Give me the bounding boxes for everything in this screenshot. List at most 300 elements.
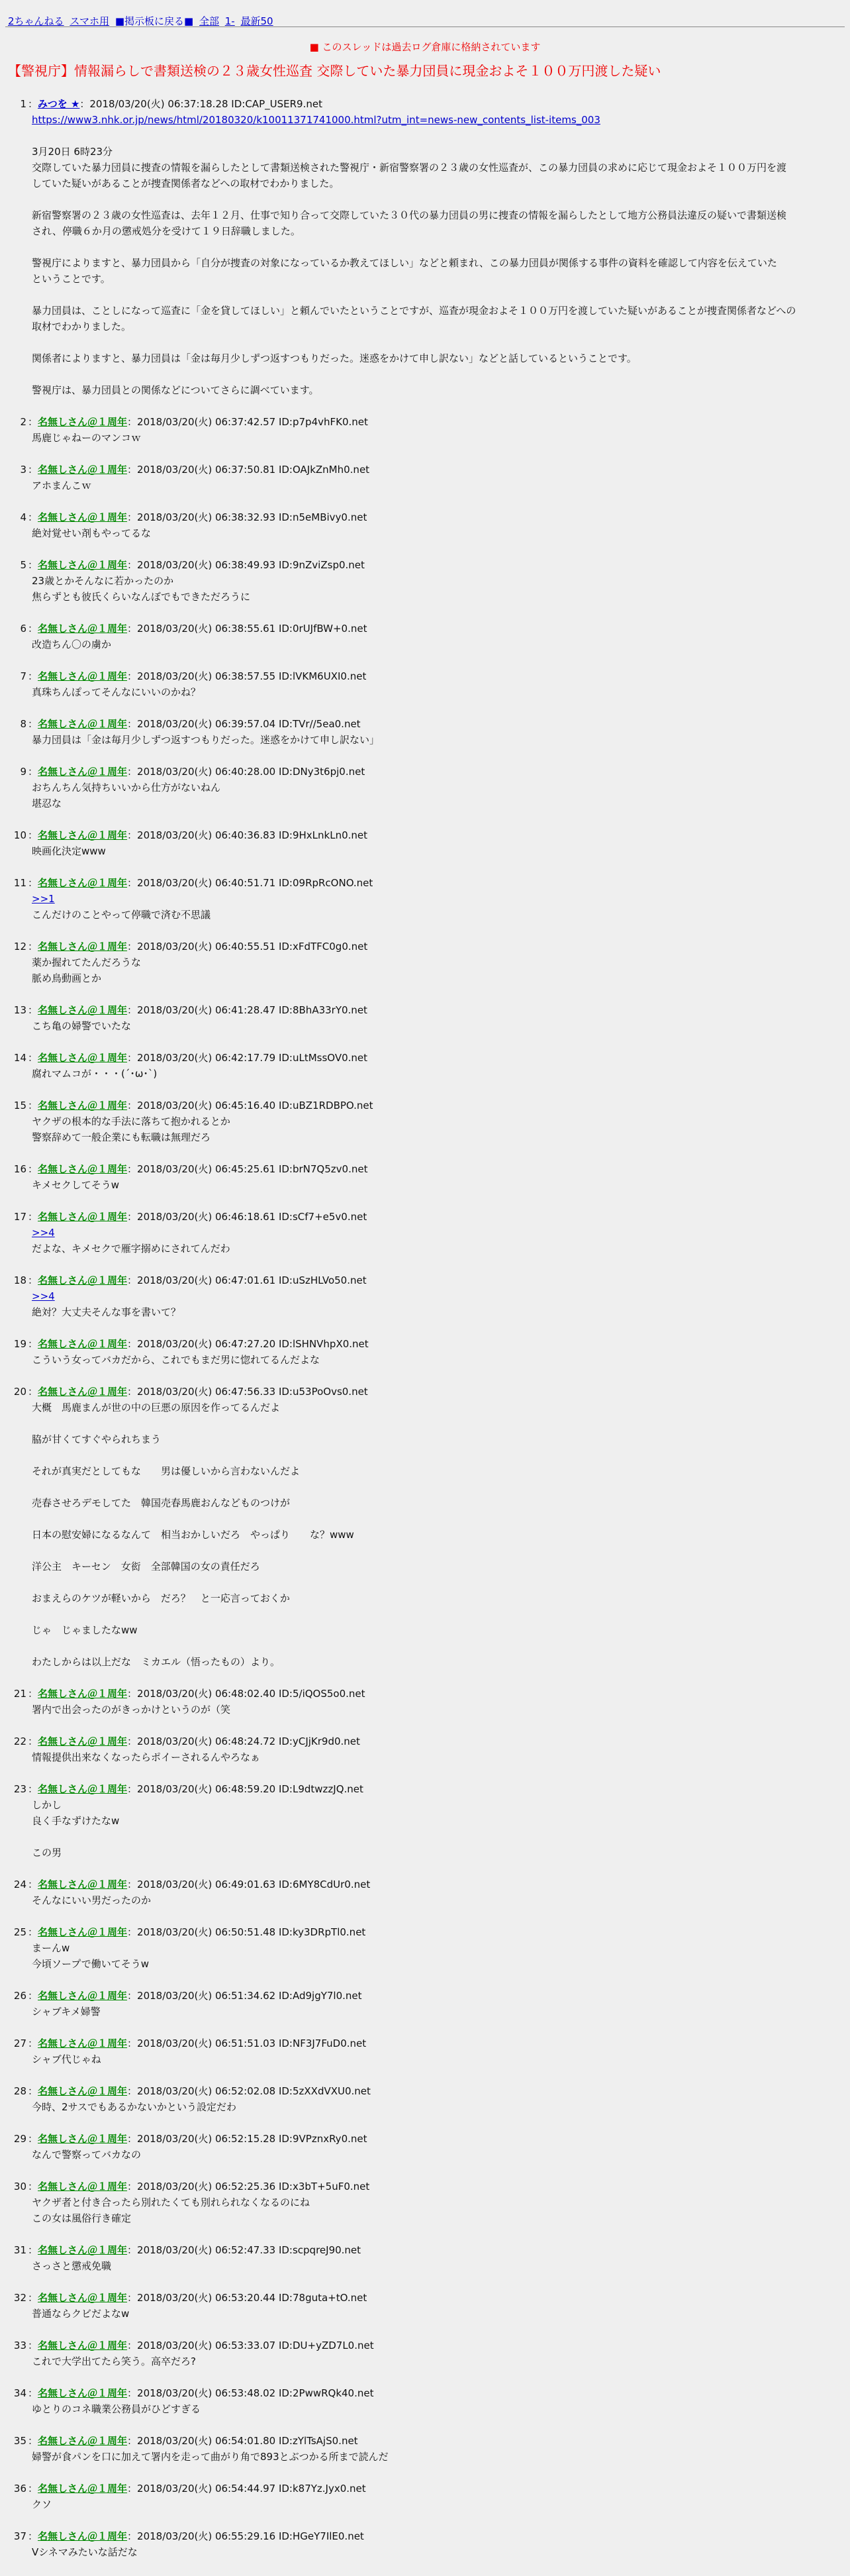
post-author-name[interactable]: 名無しさん＠１周年 xyxy=(38,1386,128,1398)
post-author-name[interactable]: 名無しさん＠１周年 xyxy=(38,559,128,571)
post-body xyxy=(8,1113,842,1145)
post-header xyxy=(8,1924,842,1940)
post-text-line: ヤクザの根本的な手法に落ちて抱かれるとか xyxy=(32,1115,230,1127)
post-author-name[interactable]: 名無しさん＠１周年 xyxy=(38,1735,128,1747)
nav-link-latest50[interactable]: 最新50 xyxy=(240,15,273,27)
post-header xyxy=(8,1098,842,1113)
post-spacer xyxy=(8,859,842,875)
post-date-id: ：2018/03/20(火) 06:37:50.81 ID:OAJkZnMh0.net xyxy=(127,464,370,476)
post xyxy=(0,875,850,939)
post-number[interactable]: 31 xyxy=(13,2244,26,2256)
post-spacer xyxy=(8,2115,842,2131)
post-date-id: ：2018/03/20(火) 06:53:48.02 ID:2PwwRQk40.net xyxy=(127,2387,374,2399)
post-text-line: ヤクザ者と付き合ったら別れたくても別れられなくなるのにね xyxy=(32,2196,310,2208)
post xyxy=(0,557,850,621)
post-spacer xyxy=(8,398,842,414)
post-author-name[interactable]: 名無しさん＠１周年 xyxy=(38,2435,128,2447)
post-spacer xyxy=(8,2067,842,2083)
post-author-name[interactable]: 名無しさん＠１周年 xyxy=(38,1338,128,1350)
nav-link-smartphone[interactable]: スマホ用 xyxy=(70,15,110,27)
post-number-separator: ： xyxy=(28,877,38,889)
post-number[interactable]: 23 xyxy=(13,1783,26,1795)
post-text-line xyxy=(32,1638,842,1654)
post-spacer xyxy=(8,493,842,509)
post-spacer xyxy=(8,2322,842,2338)
post-header xyxy=(8,2131,842,2147)
post-text-line xyxy=(32,1574,842,1590)
post-text-line: こんだけのことやって停職で済む不思議 xyxy=(32,909,211,921)
post-body xyxy=(8,684,842,700)
post-spacer xyxy=(8,2274,842,2290)
post-header xyxy=(8,621,842,637)
post-date-id: ：2018/03/20(火) 06:45:25.61 ID:brN7Q5zv0.net xyxy=(127,1163,368,1175)
post-number-separator: ： xyxy=(28,1735,38,1747)
post-spacer xyxy=(8,1193,842,1209)
post xyxy=(0,2481,850,2528)
post-header xyxy=(8,875,842,891)
post-number[interactable]: 4 xyxy=(20,511,26,523)
post-spacer xyxy=(8,2226,842,2242)
post xyxy=(0,462,850,509)
post-text-line: キメセクしてそうw xyxy=(32,1179,119,1191)
post-header xyxy=(8,2179,842,2194)
post-author-name[interactable]: 名無しさん＠１周年 xyxy=(38,1004,128,1016)
post-number[interactable]: 26 xyxy=(13,1990,26,2002)
post-date-id: ：2018/03/20(火) 06:55:29.16 ID:HGeY7IlE0.net xyxy=(127,2530,364,2542)
post-date-id: ：2018/03/20(火) 06:40:51.71 ID:09RpRcONO.net xyxy=(127,877,373,889)
post-date-id: ：2018/03/20(火) 06:51:34.62 ID:Ad9jgY7l0.net xyxy=(127,1990,362,2002)
post-number-separator: ： xyxy=(28,2387,38,2399)
post xyxy=(0,2035,850,2083)
post-number-separator: ： xyxy=(28,1163,38,1175)
post-author-name[interactable]: 名無しさん＠１周年 xyxy=(38,1163,128,1175)
post-list xyxy=(0,96,850,2576)
post-text-line: シャブ代じゃね xyxy=(32,2053,101,2065)
nav-link-back-to-board[interactable]: ■掲示板に戻る■ xyxy=(115,15,194,27)
post-number[interactable]: 20 xyxy=(13,1386,26,1398)
post-header xyxy=(8,1988,842,2004)
post-number-separator: ： xyxy=(28,1386,38,1398)
post-text-line: 警視庁によりますと、暴力団員から「自分が捜査の対象になっているか教えてほしい」などと頼まれ、この暴力団員が関係する事件の資料を確認して内容を伝えていた xyxy=(32,257,777,269)
post xyxy=(0,1161,850,1209)
post-text-line: 情報提供出来なくなったらポイーされるんやろなぁ xyxy=(32,1751,261,1763)
post-number[interactable]: 15 xyxy=(13,1100,26,1111)
post xyxy=(0,939,850,1002)
post-number[interactable]: 27 xyxy=(13,2037,26,2049)
post-body xyxy=(8,2194,842,2226)
post-spacer xyxy=(8,700,842,716)
post-author-name[interactable]: 名無しさん＠１周年 xyxy=(38,511,128,523)
post-date-id: ：2018/03/20(火) 06:40:36.83 ID:9HxLnkLn0.net xyxy=(127,829,368,841)
post-header xyxy=(8,509,842,525)
post-body xyxy=(8,2004,842,2020)
post-header xyxy=(8,2290,842,2306)
post-header xyxy=(8,2035,842,2051)
post-number-separator: ： xyxy=(28,941,38,953)
post-number-separator: ： xyxy=(28,511,38,523)
post-date-id: ：2018/03/20(火) 06:53:20.44 ID:78guta+tO.net xyxy=(127,2292,367,2304)
post-number[interactable]: 22 xyxy=(13,1735,26,1747)
post xyxy=(0,1877,850,1924)
post-text-line: 馬鹿じゃねーのマンコｗ xyxy=(32,432,142,444)
post-text-line: だよな、キメセクで雁字搦めにされてんだわ xyxy=(32,1243,230,1255)
post xyxy=(0,827,850,875)
post-number[interactable]: 18 xyxy=(13,1274,26,1286)
post-number[interactable]: 8 xyxy=(20,718,26,730)
post-header xyxy=(8,2433,842,2449)
post-number[interactable]: 30 xyxy=(13,2181,26,2192)
post-date-id: ：2018/03/20(火) 06:39:57.04 ID:TVr//5ea0.net xyxy=(127,718,361,730)
post-author-name[interactable]: 名無しさん＠１周年 xyxy=(38,2387,128,2399)
post-number-separator: ： xyxy=(28,416,38,428)
post-number[interactable]: 25 xyxy=(13,1926,26,1938)
post-header xyxy=(8,1209,842,1225)
post-text-line: シャブキメ婦警 xyxy=(32,2006,101,2018)
post-header xyxy=(8,716,842,732)
post-body xyxy=(8,430,842,446)
post-number[interactable]: 2 xyxy=(20,416,26,428)
post xyxy=(0,1209,850,1272)
post-text-line xyxy=(32,1606,842,1622)
post-text-line: そんなにいい男だったのか xyxy=(32,1894,152,1906)
post-body xyxy=(8,1702,842,1718)
post-body xyxy=(8,1018,842,1034)
post xyxy=(0,1384,850,1686)
nav-link-2ch[interactable]: 2ちゃんねる xyxy=(8,15,64,27)
post-number[interactable]: 1 xyxy=(20,98,26,110)
post-number-separator: ： xyxy=(28,2483,38,2495)
post-text-line: 新宿警察署の２３歳の女性巡査は、去年１２月、仕事で知り合って交際していた３０代の暴力団員の男に捜査の情報を漏らしたとして地方公務員法違反の疑いで書類送検 xyxy=(32,209,787,221)
post-body xyxy=(8,954,842,986)
post-header xyxy=(8,1686,842,1702)
post-header xyxy=(8,1272,842,1288)
post-date-id: ：2018/03/20(火) 06:38:55.61 ID:0rUJfBW+0.net xyxy=(127,623,367,635)
post xyxy=(0,2131,850,2179)
post-date-id: ：2018/03/20(火) 06:40:55.51 ID:xFdTFC0g0.net xyxy=(127,941,368,953)
post-spacer xyxy=(8,1765,842,1781)
post-number[interactable]: 36 xyxy=(13,2483,26,2495)
post-author-name[interactable]: 名無しさん＠１周年 xyxy=(38,829,128,841)
post-text-line: 脈め鳥動画とか xyxy=(32,972,102,984)
post-text-line: 絶対？大丈夫そんな事を書いて？ xyxy=(32,1306,181,1318)
post-text-line xyxy=(32,1447,842,1463)
post-text-line: まーんw xyxy=(32,1942,70,1954)
post-number[interactable]: 11 xyxy=(13,877,26,889)
post xyxy=(0,2433,850,2481)
archive-notice: ■ このスレッドは過去ログ倉庫に格納されています xyxy=(309,41,541,53)
post-body xyxy=(8,780,842,811)
post-author-name[interactable]: 名無しさん＠１周年 xyxy=(38,2244,128,2256)
post-number-separator: ： xyxy=(28,2037,38,2049)
post-text-line: おまえらのケツが軽いから だろ？ と一応言っておくか xyxy=(32,1592,290,1604)
post-body xyxy=(8,1797,842,1861)
post-text-line: 取材でわかりました。 xyxy=(32,321,132,333)
post-text-line: ゆとりのコネ職業公務員がひどすぎる xyxy=(32,2403,201,2415)
post-number-separator: ： xyxy=(28,559,38,571)
post-number-separator: ： xyxy=(28,1004,38,1016)
post xyxy=(0,1924,850,1988)
post-number-separator: ： xyxy=(28,2530,38,2542)
post-date-id: ：2018/03/20(火) 06:52:25.36 ID:x3bT+5uF0.net xyxy=(127,2181,370,2192)
post-number-separator: ： xyxy=(28,623,38,635)
post-number-separator: ： xyxy=(28,2244,38,2256)
post-author-name[interactable]: 名無しさん＠１周年 xyxy=(38,2133,128,2145)
post-author-name[interactable]: 名無しさん＠１周年 xyxy=(38,2037,128,2049)
post-author-name[interactable]: 名無しさん＠１周年 xyxy=(38,1926,128,1938)
post-date-id: ：2018/03/20(火) 06:54:44.97 ID:k87Yz.Jyx0.net xyxy=(127,2483,366,2495)
post-text-line: Vシネマみたいな話だな xyxy=(32,2546,138,2558)
post-date-id: ：2018/03/20(火) 06:52:47.33 ID:scpqreJ90.net xyxy=(127,2244,361,2256)
post-number[interactable]: 13 xyxy=(13,1004,26,1016)
post-header xyxy=(8,1877,842,1892)
post-body xyxy=(8,1352,842,1368)
post-text-line: 暴力団員は、ことしになって巡査に「金を貸してほしい」と頼んでいたということですが、巡査が現金およそ１００万円を渡していた疑いがあることが捜査関係者などへの xyxy=(32,305,796,317)
post-body xyxy=(8,1940,842,1972)
post-header xyxy=(8,1336,842,1352)
post-header xyxy=(8,96,842,112)
post-text-line: 腐れマムコが・・・(´･ω･`) xyxy=(32,1068,158,1080)
post-number[interactable]: 21 xyxy=(13,1688,26,1700)
post-number-separator: ： xyxy=(28,766,38,778)
post-date-id: ：2018/03/20(火) 06:46:18.61 ID:sCf7+e5v0.net xyxy=(127,1211,367,1223)
post-text-line xyxy=(32,239,842,255)
post-spacer xyxy=(8,1670,842,1686)
post-number-separator: ： xyxy=(28,1783,38,1795)
post-number-separator: ： xyxy=(28,1274,38,1286)
post xyxy=(0,668,850,716)
post-text-line: しかし xyxy=(32,1799,62,1811)
post-date-id: ：2018/03/20(火) 06:53:33.07 ID:DU+yZD7L0.net xyxy=(127,2340,374,2351)
post-spacer xyxy=(8,541,842,557)
post-body xyxy=(8,891,842,923)
post xyxy=(0,716,850,764)
post-author-name[interactable]: 名無しさん＠１周年 xyxy=(38,1783,128,1795)
post-author-name[interactable]: 名無しさん＠１周年 xyxy=(38,2483,128,2495)
post-text-line: ということです。 xyxy=(32,273,111,285)
post-text-line: こち亀の婦警でいたな xyxy=(32,1020,132,1032)
post-number-separator: ： xyxy=(28,2292,38,2304)
post-number[interactable]: 5 xyxy=(20,559,26,571)
post-number[interactable]: 3 xyxy=(20,464,26,476)
post-author-name[interactable]: 名無しさん＠１周年 xyxy=(38,1879,128,1890)
post-text-line: 今時、2サスでもあるかないかという設定だわ xyxy=(32,2101,236,2113)
post-number[interactable]: 35 xyxy=(13,2435,26,2447)
post-author-name[interactable]: 名無しさん＠１周年 xyxy=(38,464,128,476)
post xyxy=(0,2290,850,2338)
post xyxy=(0,1272,850,1336)
post-text-line: 今頃ソープで働いてそうw xyxy=(32,1958,149,1970)
post-header xyxy=(8,1733,842,1749)
post xyxy=(0,2242,850,2290)
post-body xyxy=(8,732,842,748)
post xyxy=(0,1002,850,1050)
post-text-line: 関係者によりますと、暴力団員は「金は毎月少しずつ返すつもりだった。迷惑をかけて申し訳ない」などと話しているということです。 xyxy=(32,352,637,364)
post-text-line xyxy=(32,128,842,144)
post-number[interactable]: 9 xyxy=(20,766,26,778)
post xyxy=(0,2179,850,2242)
post-spacer xyxy=(8,1972,842,1988)
post-text-line: 署内で出会ったのがきっかけというのが（笑 xyxy=(32,1704,231,1716)
post-number[interactable]: 19 xyxy=(13,1338,26,1350)
post-date-id: ：2018/03/20(火) 06:40:28.00 ID:DNy3t6pj0.net xyxy=(127,766,365,778)
post-author-name[interactable]: 名無しさん＠１周年 xyxy=(38,877,128,889)
post-number[interactable]: 16 xyxy=(13,1163,26,1175)
post-body xyxy=(8,637,842,652)
post-text-line: 絶対覚せい剤もやってるな xyxy=(32,527,152,539)
post-link[interactable]: >>4 xyxy=(32,1290,55,1302)
post-text-line: 普通ならクビだよなw xyxy=(32,2308,130,2320)
post-header xyxy=(8,557,842,573)
post-number-separator: ： xyxy=(28,2435,38,2447)
post-date-id: ：2018/03/20(火) 06:37:42.57 ID:p7p4vhFK0.net xyxy=(127,416,368,428)
post-spacer xyxy=(8,446,842,462)
post-text-line: 洋公主 キーセン 女衒 全部韓国の女の責任だろ xyxy=(32,1561,260,1572)
post-text-line: 交際していた暴力団員に捜査の情報を漏らしたとして書類送検された警視庁・新宿警察署の２３歳の女性巡査が、この暴力団員の求めに応じて現金およそ１００万円を渡 xyxy=(32,162,787,174)
post-text-line: 23歳とかそんなに若かったのか xyxy=(32,575,174,587)
post-author-name[interactable]: 名無しさん＠１周年 xyxy=(38,766,128,778)
post-text-line: 警視庁は、暴力団員との関係などについてさらに調べています。 xyxy=(32,384,319,396)
post-author-name[interactable]: 名無しさん＠１周年 xyxy=(38,941,128,953)
post-spacer xyxy=(8,652,842,668)
post-text-line: この女は風俗行き確定 xyxy=(32,2212,132,2224)
post-author-name[interactable]: 名無しさん＠１周年 xyxy=(38,623,128,635)
post-number-separator: ： xyxy=(28,1052,38,1064)
post-text-line: 売春させろデモしてた 韓国売春馬鹿おんなどものつけが xyxy=(32,1497,291,1509)
post-text-line: これで大学出てたら笑う。高卒だろ? xyxy=(32,2355,196,2367)
post-author-name[interactable]: 名無しさん＠１周年 xyxy=(38,2181,128,2192)
post-header xyxy=(8,414,842,430)
post-number[interactable]: 14 xyxy=(13,1052,26,1064)
post-number[interactable]: 32 xyxy=(13,2292,26,2304)
post xyxy=(0,2083,850,2131)
post-header xyxy=(8,1384,842,1400)
post-number-separator: ： xyxy=(28,2085,38,2097)
post-number-separator: ： xyxy=(28,1211,38,1223)
post-author-name[interactable]: 名無しさん＠１周年 xyxy=(38,1274,128,1286)
post-author-name[interactable]: 名無しさん＠１周年 xyxy=(38,2085,128,2097)
post-link[interactable]: >>4 xyxy=(32,1227,55,1239)
post-number-separator: ： xyxy=(28,1926,38,1938)
post-author-name[interactable]: 名無しさん＠１周年 xyxy=(38,1052,128,1064)
post xyxy=(0,509,850,557)
post-number-separator: ： xyxy=(28,1879,38,1890)
post-author-name[interactable]: 名無しさん＠１周年 xyxy=(38,2340,128,2351)
post-text-line: さっさと懲戒免職 xyxy=(32,2260,112,2272)
post-number[interactable]: 33 xyxy=(13,2340,26,2351)
post-number-separator: ： xyxy=(28,2133,38,2145)
post-number[interactable]: 37 xyxy=(13,2530,26,2542)
post-number-separator: ： xyxy=(28,670,38,682)
post xyxy=(0,2338,850,2385)
post-link[interactable]: https://www3.nhk.or.jp/news/html/20180320/k10011371741000.html?utm_int=news-new_contents_list-items_003 xyxy=(32,114,600,126)
post-author-name[interactable]: 名無しさん＠１周年 xyxy=(38,670,128,682)
post-header xyxy=(8,1781,842,1797)
post-number[interactable]: 28 xyxy=(13,2085,26,2097)
post-number-separator: ： xyxy=(28,718,38,730)
post-author-name[interactable]: 名無しさん＠１周年 xyxy=(38,1688,128,1700)
post-body xyxy=(8,2258,842,2274)
nav-link-first[interactable]: 1- xyxy=(224,15,235,27)
post-text-line: 3月20日 6時23分 xyxy=(32,146,113,158)
post-number[interactable]: 6 xyxy=(20,623,26,635)
post-body xyxy=(8,1749,842,1765)
post xyxy=(0,2385,850,2433)
post-date-id: ：2018/03/20(火) 06:38:57.55 ID:lVKM6UXI0.net xyxy=(127,670,367,682)
post-body xyxy=(8,843,842,859)
post-number[interactable]: 12 xyxy=(13,941,26,953)
post-text-line xyxy=(32,335,842,350)
post xyxy=(0,2528,850,2576)
post-author-name[interactable]: 名無しさん＠１周年 xyxy=(38,718,128,730)
post-date-id: ：2018/03/20(火) 06:48:59.20 ID:L9dtwzzJQ.net xyxy=(127,1783,363,1795)
post-body xyxy=(8,2147,842,2163)
post-text-line: していた疑いがあることが捜査関係者などへの取材でわかりました。 xyxy=(32,178,340,189)
post-header xyxy=(8,2338,842,2353)
post-date-id: ：2018/03/20(火) 06:42:17.79 ID:uLtMssOV0.net xyxy=(127,1052,368,1064)
post-body xyxy=(8,2099,842,2115)
post-header xyxy=(8,764,842,780)
post-text-line xyxy=(32,1829,842,1845)
post-spacer xyxy=(8,748,842,764)
post-body xyxy=(8,478,842,493)
post-text-line: 警察辞めて一般企業にも転職は無理だろ xyxy=(32,1131,211,1143)
post-author-name[interactable]: 名無しさん＠１周年 xyxy=(38,2292,128,2304)
post-text-line: わたしからは以上だな ミカエル（悟ったもの）より。 xyxy=(32,1656,281,1668)
post-date-id: ：2018/03/20(火) 06:50:51.48 ID:ky3DRpTl0.net xyxy=(127,1926,366,1938)
post-number[interactable]: 7 xyxy=(20,670,26,682)
post-text-line: おちんちん気持ちいいから仕方がないねん xyxy=(32,782,221,794)
post-body xyxy=(8,2401,842,2417)
post-number-separator: ： xyxy=(28,2340,38,2351)
post-date-id: ：2018/03/20(火) 06:47:01.61 ID:uSzHLVo50.net xyxy=(127,1274,367,1286)
post-text-line: 婦警が食パンを口に加えて署内を走って曲がり角で893とぶつかる所まで読んだ xyxy=(32,2451,389,2463)
post-text-line xyxy=(32,1511,842,1527)
post-number[interactable]: 29 xyxy=(13,2133,26,2145)
post-author-name[interactable]: 名無しさん＠１周年 xyxy=(38,1100,128,1111)
post-text-line: じゃ じゃましたなww xyxy=(32,1624,138,1636)
post-number[interactable]: 17 xyxy=(13,1211,26,1223)
post-author-name[interactable]: 名無しさん＠１周年 xyxy=(38,1990,128,2002)
post-text-line: 暴力団員は「金は毎月少しずつ返すつもりだった。迷惑をかけて申し訳ない」 xyxy=(32,734,380,746)
post-date-id: ：2018/03/20(火) 06:47:27.20 ID:lSHNVhpX0.net xyxy=(127,1338,369,1350)
post-number[interactable]: 34 xyxy=(13,2387,26,2399)
post-text-line: され、停職６か月の懲戒処分を受けて１９日辞職しました。 xyxy=(32,225,301,237)
post-body xyxy=(8,1066,842,1082)
post-spacer xyxy=(8,1257,842,1272)
post-header xyxy=(8,462,842,478)
post-number[interactable]: 10 xyxy=(13,829,26,841)
post-header xyxy=(8,827,842,843)
post-spacer xyxy=(8,2465,842,2481)
post-author-name[interactable]: 名無しさん＠１周年 xyxy=(38,1211,128,1223)
post-header xyxy=(8,1161,842,1177)
post-body xyxy=(8,2051,842,2067)
post-text-line xyxy=(32,1479,842,1495)
post-number[interactable]: 24 xyxy=(13,1879,26,1890)
post-date-id: ：2018/03/20(火) 06:37:18.28 ID:CAP_USER9.net xyxy=(79,98,322,110)
post xyxy=(0,1686,850,1733)
post-author-name[interactable]: みつを ★ xyxy=(38,98,80,110)
post-author-name[interactable]: 名無しさん＠１周年 xyxy=(38,2530,128,2542)
post-link[interactable]: >>1 xyxy=(32,893,55,905)
post-spacer xyxy=(8,2512,842,2528)
post-body xyxy=(8,1400,842,1670)
post-author-name[interactable]: 名無しさん＠１周年 xyxy=(38,416,128,428)
post-header xyxy=(8,2528,842,2544)
top-navigation xyxy=(0,0,850,26)
nav-link-all[interactable]: 全部 xyxy=(199,15,219,27)
post-spacer xyxy=(8,1908,842,1924)
